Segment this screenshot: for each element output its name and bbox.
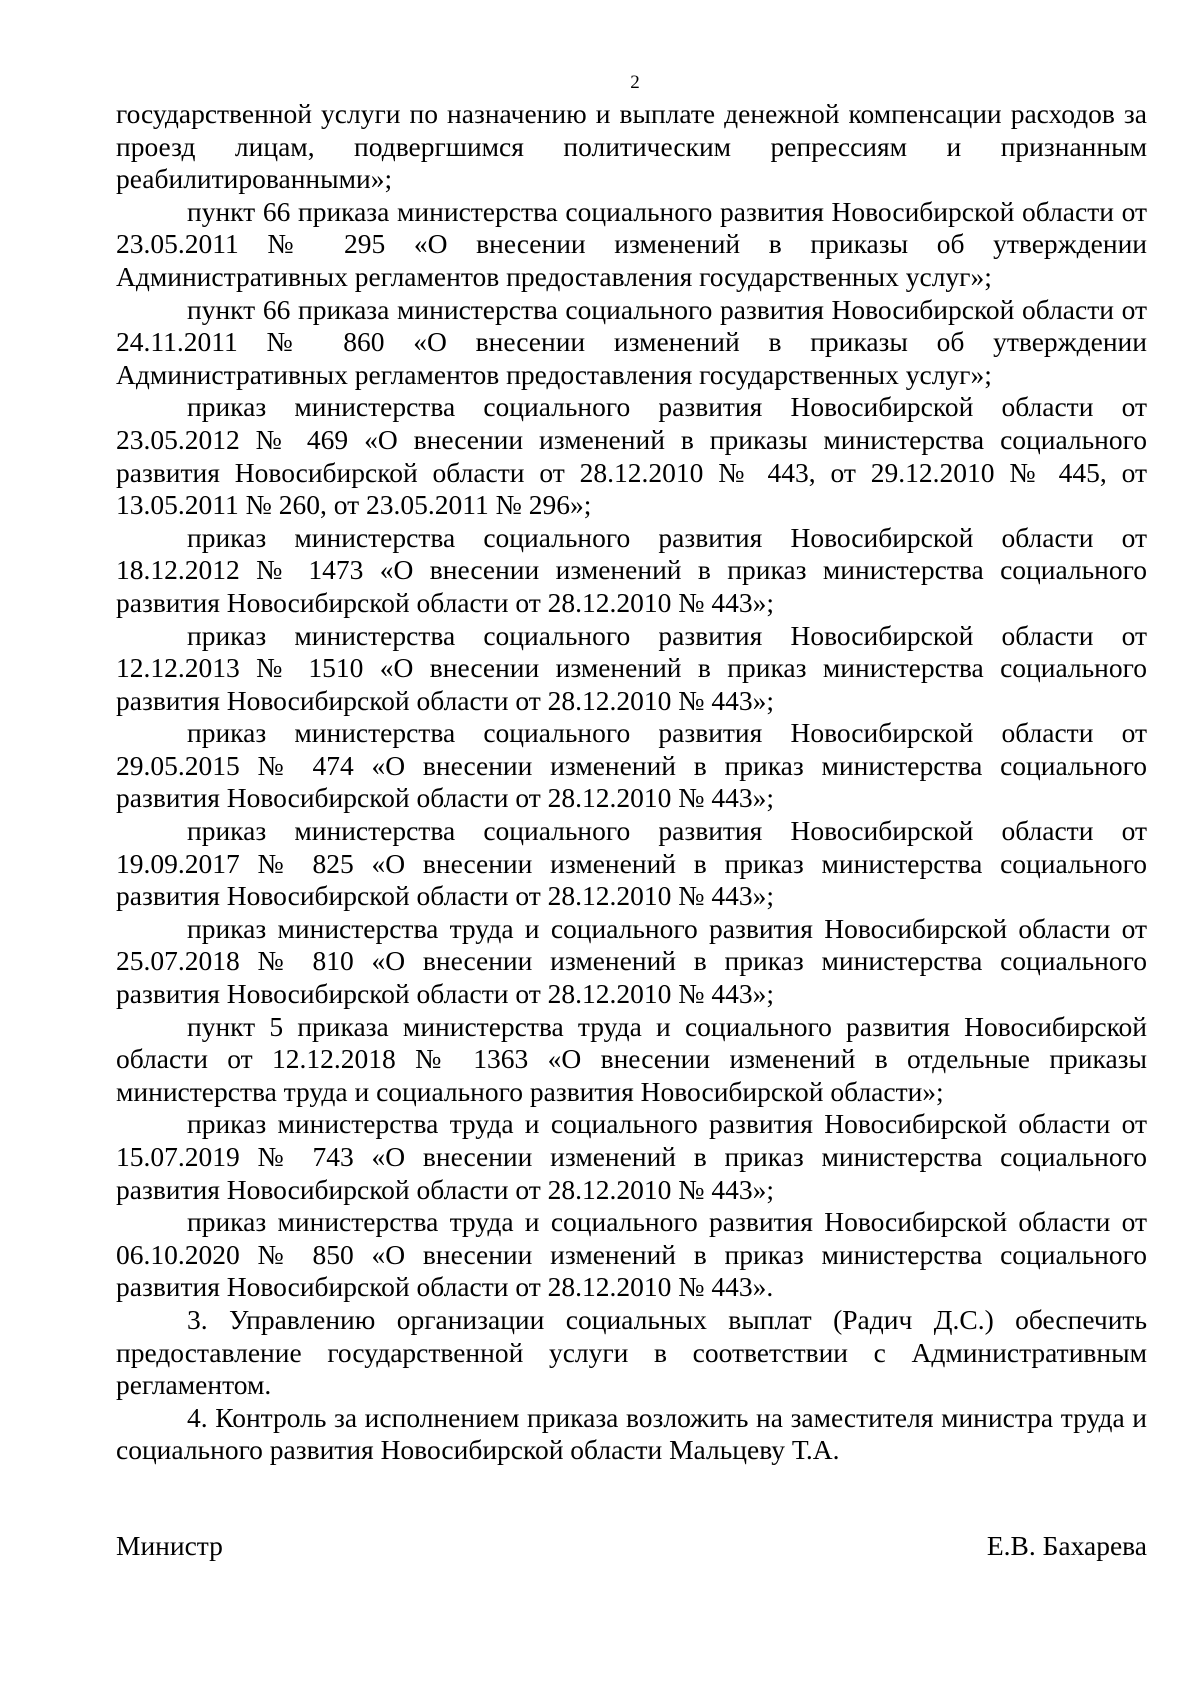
paragraph-item-8: приказ министерства труда и социального развития Новосибирской области от 25.07.2018 № 810 «О внесении изменений в приказ министерства социального развития Новосибирской области от 28.12.2010 № 443»; [116,912,1147,1010]
paragraph-item-4: приказ министерства социального развития Новосибирской области от 18.12.2012 № 1473 «О внесении изменений в приказ министерства социального развития Новосибирской области от 28.12.2010 № 443»; [116,521,1147,618]
paragraph-item-2: пункт 66 приказа министерства социального развития Новосибирской области от 24.11.2011 № 860 «О внесении изменений в приказы об утверждении Административных регламентов предоставления государственных услуг»; [116,293,1147,390]
signatory-name: Е.В. Бахарева [986,1530,1147,1561]
paragraph-item-7: приказ министерства социального развития Новосибирской области от 19.09.2017 № 825 «О внесении изменений в приказ министерства социального развития Новосибирской области от 28.12.2010 № 443»; [116,815,1147,912]
page-number: 2 [630,72,640,93]
paragraph-item-3: приказ министерства социального развития Новосибирской области от 23.05.2012 № 469 «О внесении изменений в приказы министерства социального развития Новосибирской области от 28.12.2010 № 443, от 29.12.2010 № 445, от 13.05.2011 № 260, от 23.05.2011 № 296»; [116,391,1147,521]
paragraph-continuation: государственной услуги по назначению и выплате денежной компенсации расходов за проезд лицам, подвергшимся политическим репрессиям и признанным реабилитированными»; [116,98,1147,195]
document-body [116,98,1147,1467]
paragraph-clause-3: 3. Управлению организации социальных выплат (Радич Д.С.) обеспечить предоставление государственной услуги в соответствии с Административным регламентом. [116,1303,1147,1401]
signature-block [116,1530,1147,1564]
paragraph-item-10: приказ министерства труда и социального развития Новосибирской области от 15.07.2019 № 743 «О внесении изменений в приказ министерства социального развития Новосибирской области от 28.12.2010 № 443»; [116,1108,1147,1205]
paragraph-item-9: пункт 5 приказа министерства труда и социального развития Новосибирской области от 12.12.2018 № 1363 «О внесении изменений в отдельные приказы министерства труда и социального развития Новосибирской области»; [116,1010,1147,1107]
paragraph-item-11: приказ министерства труда и социального развития Новосибирской области от 06.10.2020 № 850 «О внесении изменений в приказ министерства социального развития Новосибирской области от 28.12.2010 № 443». [116,1206,1147,1303]
paragraph-item-6: приказ министерства социального развития Новосибирской области от 29.05.2015 № 474 «О внесении изменений в приказ министерства социального развития Новосибирской области от 28.12.2010 № 443»; [116,717,1147,814]
signatory-title: Министр [116,1530,223,1561]
paragraph-item-5: приказ министерства социального развития Новосибирской области от 12.12.2013 № 1510 «О внесении изменений в приказ министерства социального развития Новосибирской области от 28.12.2010 № 443»; [116,619,1147,716]
paragraph-item-1: пункт 66 приказа министерства социального развития Новосибирской области от 23.05.2011 № 295 «О внесении изменений в приказы об утверждении Административных регламентов предоставления государственных услуг»; [116,195,1147,292]
paragraph-clause-4: 4. Контроль за исполнением приказа возложить на заместителя министра труда и социального развития Новосибирской области Мальцеву Т.А. [116,1401,1147,1466]
